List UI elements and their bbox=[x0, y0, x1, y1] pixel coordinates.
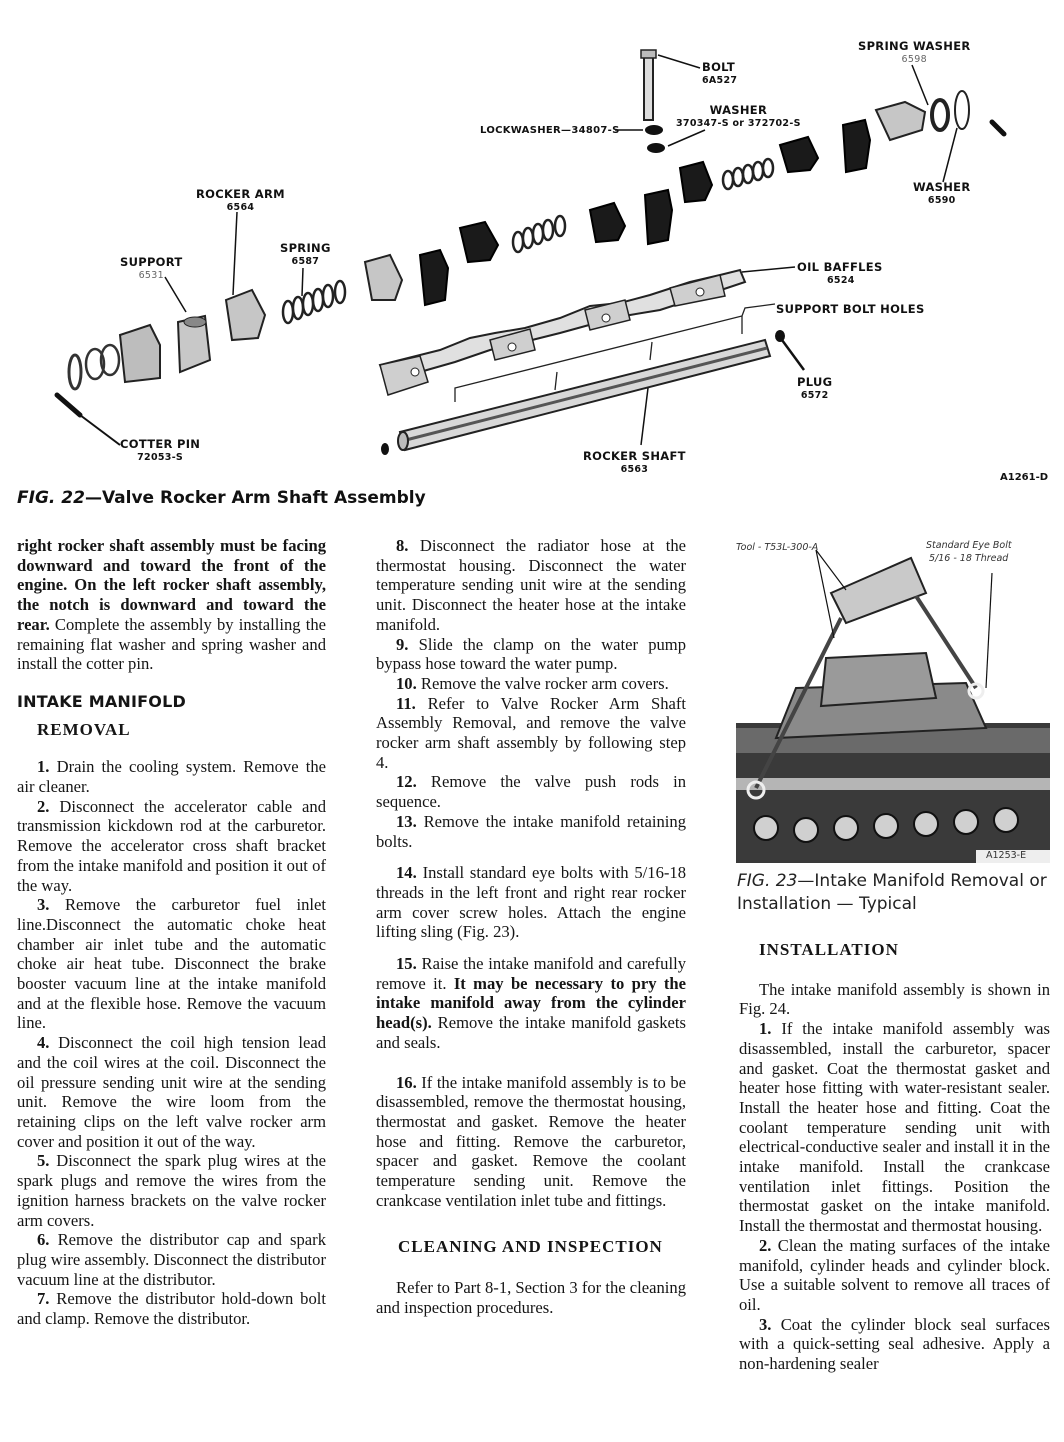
figure-22-caption bbox=[17, 488, 426, 508]
step-text: Remove the distributor cap and spark plug wire assembly. Disconnect the distributor vacuum line at the distributor. bbox=[17, 1230, 326, 1289]
step-text: Coat the cylinder block seal surfaces with a quick-setting seal adhesive. Apply a non-hardening sealer bbox=[739, 1314, 1050, 1374]
removal-step bbox=[376, 674, 686, 694]
label-part-number: 6572 bbox=[800, 390, 829, 401]
label-name: ROCKER SHAFT bbox=[583, 449, 686, 463]
figure-23-caption bbox=[737, 870, 1057, 916]
label-washer-right bbox=[913, 181, 971, 207]
label-bolt bbox=[702, 61, 737, 87]
step-text: Remove the intake manifold retaining bolts. bbox=[376, 811, 686, 851]
step-number: 3. bbox=[37, 895, 50, 915]
label-name: PLUG bbox=[797, 375, 833, 389]
cotter-pin-part bbox=[57, 395, 120, 445]
figure-23-photo bbox=[736, 538, 1050, 863]
label-part-number: 6590 bbox=[927, 195, 956, 206]
cleaning-text: Refer to Part 8-1, Section 3 for the cleaning and inspection procedures. bbox=[376, 1278, 686, 1317]
label-spring-washer bbox=[858, 40, 971, 66]
removal-step bbox=[376, 536, 686, 635]
rocker-arm-part bbox=[780, 137, 818, 172]
removal-step bbox=[376, 772, 686, 811]
installation-step bbox=[739, 1236, 1050, 1315]
label-support-bolt-holes bbox=[776, 303, 925, 316]
step-number: 1. bbox=[759, 1019, 772, 1039]
label-name: OIL BAFFLES bbox=[797, 260, 883, 274]
step-number: 11. bbox=[396, 693, 416, 713]
cotter-pin-part bbox=[992, 122, 1004, 134]
step-number: 8. bbox=[396, 536, 409, 555]
step-text: Raise the intake manifold and carefully remove it. bbox=[376, 954, 686, 993]
figure-23-code: A1253-E bbox=[986, 850, 1027, 861]
caption-title: —Intake Manifold Removal or Installation — Typical bbox=[737, 871, 1047, 914]
label-spring bbox=[280, 242, 331, 268]
washer-part bbox=[647, 143, 665, 153]
removal-step bbox=[17, 757, 326, 796]
label-support bbox=[120, 256, 183, 282]
spring-part bbox=[723, 159, 773, 189]
label-part-number: 6524 bbox=[827, 275, 855, 286]
removal-step bbox=[376, 954, 686, 1053]
removal-step bbox=[376, 1073, 686, 1211]
label-lockwasher bbox=[480, 124, 620, 137]
column-1 bbox=[17, 536, 326, 1329]
step-number: 2. bbox=[759, 1235, 772, 1255]
removal-step bbox=[376, 812, 686, 851]
step-text: Disconnect the spark plug wires at the spark plugs and remove the wires from the ignition harness brackets on the valve rocker arm covers. bbox=[17, 1151, 326, 1230]
step-number: 13. bbox=[396, 811, 417, 831]
label-part-number: 6587 bbox=[291, 256, 320, 267]
figure-22-exploded-diagram bbox=[0, 0, 1064, 520]
step-number: 15. bbox=[396, 954, 417, 974]
left-end-washers bbox=[69, 345, 119, 389]
label-rocker-shaft bbox=[583, 450, 686, 476]
removal-step bbox=[17, 1289, 326, 1328]
intake-manifold-lifting-photo bbox=[736, 538, 1050, 863]
label-oil-baffles bbox=[797, 261, 883, 287]
removal-step bbox=[17, 1033, 326, 1151]
step-text: Refer to Valve Rocker Arm Shaft Assembly Removal, and remove the valve rocker arm shaft assembly by following step 4. bbox=[376, 693, 686, 772]
label-name: SUPPORT BOLT HOLES bbox=[776, 302, 925, 316]
support-part bbox=[843, 120, 870, 172]
label-rocker-arm bbox=[196, 188, 285, 214]
label-name: ROCKER ARM bbox=[196, 187, 285, 201]
step-warning-text: It may be necessary to pry the intake manifold away from the cylinder head(s). bbox=[376, 973, 686, 1033]
step-text: Disconnect the accelerator cable and transmission kickdown rod at the carburetor. Remove the accelerator cross shaft bracket from the intake manifold and position it out of the way. bbox=[17, 796, 326, 895]
eye-bolt-label-line-1: Standard Eye Bolt bbox=[926, 540, 1012, 551]
removal-step bbox=[17, 1230, 326, 1289]
label-part-number: 6563 bbox=[620, 464, 649, 475]
step-text: Drain the cooling system. Remove the air cleaner. bbox=[17, 757, 326, 797]
step-number: 4. bbox=[37, 1033, 50, 1053]
bolt-part bbox=[641, 50, 656, 120]
step-text: If the intake manifold assembly was disassembled, install the carburetor, spacer and gasket. Coat the thermostat gasket and heater hose fitting with water-resistant sealer. Install the heater hose and fitting. Coat the coolant temperature sending unit with electrical-conductive sealer and install it in the intake manifold. Install the crankcase ventilation inlet fittings. Position the thermostat gasket on the intake manifold. Install the thermostat and thermostat housing. bbox=[739, 1019, 1050, 1236]
label-plug bbox=[797, 376, 832, 402]
step-number: 16. bbox=[396, 1072, 417, 1092]
section-heading-installation: INSTALLATION bbox=[759, 940, 899, 959]
step-text: Disconnect the radiator hose at the thermostat housing. Disconnect the water temperature sending unit wire at the sending unit. Disconnect the heater hose at the intake manifold. bbox=[376, 536, 686, 634]
step-text: Remove the valve push rods in sequence. bbox=[376, 772, 686, 812]
eye-bolt-label-line-2: 5/16 - 18 Thread bbox=[929, 553, 1009, 564]
removal-step bbox=[17, 797, 326, 896]
label-name: WASHER bbox=[709, 103, 768, 117]
label-part-number: 6A527 bbox=[702, 75, 738, 86]
step-number: 12. bbox=[396, 772, 417, 792]
step-number: 7. bbox=[37, 1289, 50, 1309]
step-text: Remove the valve rocker arm covers. bbox=[416, 673, 669, 693]
step-number: 9. bbox=[396, 634, 409, 654]
section-heading-intake-manifold: INTAKE MANIFOLD bbox=[17, 691, 186, 711]
label-name: COTTER PIN bbox=[120, 437, 201, 451]
subheading-removal: REMOVAL bbox=[37, 719, 131, 739]
step-text: Remove the carburetor fuel inlet line.Disconnect the automatic choke heat chamber air inlet tube and the automatic choke air heat tube. Disconnect the brake booster vacuum line at the intake manifold and at the flexible hose. Remove the vacuum line. bbox=[17, 895, 326, 1033]
caption-prefix: FIG. 23 bbox=[737, 871, 798, 891]
intro-bold-text: right rocker shaft assembly must be facing downward and toward the front of the engine. On the left rocker shaft assembly, the notch is downward and toward the rear. bbox=[17, 536, 326, 634]
column-2 bbox=[376, 536, 686, 1318]
removal-step bbox=[376, 863, 686, 942]
removal-step bbox=[376, 635, 686, 674]
figure-22-code: A1261-D bbox=[1000, 472, 1049, 483]
step-text: Disconnect the coil high tension lead and the coil wires at the coil. Disconnect the oil pressure sending unit wire at the sending unit. Remove the wire loom from the retaining clips on the left valve rocker arm cover and position it out of the way. bbox=[17, 1033, 326, 1151]
spring-part bbox=[513, 216, 565, 252]
label-washer-top bbox=[676, 104, 801, 130]
label-part-number: 6564 bbox=[226, 202, 255, 213]
step-number: 14. bbox=[396, 863, 417, 883]
step-number: 1. bbox=[37, 757, 50, 777]
step-number: 2. bbox=[37, 796, 50, 816]
rocker-arm-part bbox=[876, 102, 925, 140]
support-part bbox=[420, 250, 448, 305]
step-text: Slide the clamp on the water pump bypass hose toward the water pump. bbox=[376, 634, 686, 674]
caption-title: —Valve Rocker Arm Shaft Assembly bbox=[84, 488, 426, 508]
installation-step bbox=[739, 1019, 1050, 1236]
caption-prefix: FIG. 22 bbox=[17, 488, 85, 508]
washer-part bbox=[955, 91, 969, 129]
step-number: 5. bbox=[37, 1151, 50, 1171]
step-number: 3. bbox=[759, 1314, 772, 1334]
label-name: BOLT bbox=[702, 60, 736, 74]
column-3 bbox=[739, 940, 1050, 1374]
label-name: SUPPORT bbox=[120, 255, 183, 269]
rocker-arm-part bbox=[365, 255, 402, 300]
label-name: WASHER bbox=[913, 180, 971, 194]
rocker-arm-part bbox=[226, 290, 265, 340]
rocker-arm-part bbox=[590, 203, 625, 242]
label-part-number: 6598 bbox=[901, 54, 927, 65]
label-name: LOCKWASHER—34807-S bbox=[480, 125, 620, 136]
spring-washer-part bbox=[932, 100, 948, 130]
end-plug-part bbox=[381, 443, 389, 455]
spring-part bbox=[283, 281, 345, 323]
installation-step bbox=[739, 1315, 1050, 1374]
removal-step bbox=[376, 694, 686, 773]
step-number: 6. bbox=[37, 1230, 50, 1250]
label-part-number: 6531 bbox=[138, 270, 164, 281]
support-part bbox=[645, 190, 672, 244]
label-part-number: 72053-S bbox=[137, 452, 184, 463]
step-text: Remove the intake manifold gaskets and seals. bbox=[376, 1013, 686, 1052]
intro-text: Complete the assembly by installing the remaining flat washer and spring washer and install the cotter pin. bbox=[17, 614, 326, 674]
section-heading-cleaning-inspection: CLEANING AND INSPECTION bbox=[398, 1236, 663, 1256]
step-number: 10. bbox=[396, 673, 417, 693]
label-name: SPRING WASHER bbox=[858, 39, 971, 53]
label-name: SPRING bbox=[280, 241, 331, 255]
rocker-arm-part bbox=[680, 162, 712, 202]
label-part-number: 370347-S or 372702-S bbox=[676, 118, 801, 129]
step-text: Clean the mating surfaces of the intake manifold, cylinder heads and cylinder block. Use a suitable solvent to remove all traces of oil. bbox=[739, 1235, 1050, 1314]
removal-step bbox=[17, 1151, 326, 1230]
removal-step bbox=[17, 895, 326, 1033]
label-cotter-pin bbox=[120, 438, 200, 464]
step-text: Remove the distributor hold-down bolt and clamp. Remove the distributor. bbox=[17, 1289, 326, 1329]
rocker-arm-part bbox=[460, 222, 498, 262]
step-text: If the intake manifold assembly is to be disassembled, remove the thermostat housing, thermostat and gasket. Remove the heater hose and fitting. Remove the carburetor, spacer and gasket. Remove the coolant temperature sending unit. Remove the crankcase ventilation inlet tube and fittings. bbox=[376, 1072, 686, 1210]
step-text: Install standard eye bolts with 5/16-18 threads in the left front and right rear rocker arm cover screw holes. Attach the engine lifting sling (Fig. 23). bbox=[376, 863, 686, 942]
installation-intro: The intake manifold assembly is shown in Fig. 24. bbox=[739, 979, 1050, 1019]
plug-part bbox=[775, 330, 804, 370]
tool-label: Tool - T53L-300-A bbox=[736, 542, 819, 553]
lockwasher-part bbox=[645, 125, 663, 135]
support-part bbox=[120, 316, 210, 382]
